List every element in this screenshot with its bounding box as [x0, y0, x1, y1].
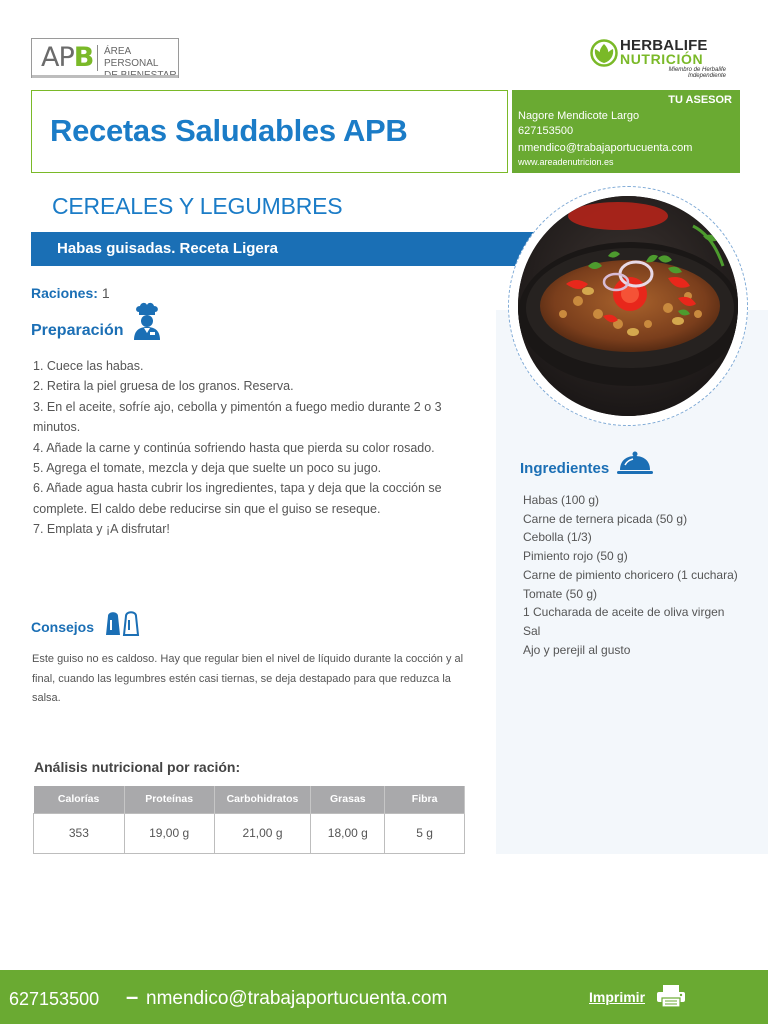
apb-logo-divider: [97, 45, 98, 71]
page-title: Recetas Saludables APB: [50, 113, 408, 148]
nutrition-table: [33, 786, 465, 854]
list-item: Pimiento rojo (50 g): [523, 549, 628, 564]
dish-illustration: [518, 196, 738, 416]
list-item: 2. Retira la piel gruesa de los granos. Reserva.: [33, 379, 294, 394]
herbalife-tagline-2: Independiente: [687, 73, 726, 79]
salt-shaker-icon: [103, 608, 143, 636]
nutrition-title: Análisis nutricional por ración:: [34, 759, 241, 775]
header-fiber: Fibra: [385, 786, 465, 813]
advisor-card: [512, 90, 740, 173]
herbalife-name: HERBALIFE: [620, 37, 708, 54]
category-title: CEREALES Y LEGUMBRES: [52, 193, 343, 219]
value-fiber: 5 g: [385, 813, 465, 853]
header-fats: Grasas: [311, 786, 385, 813]
herbalife-logo: [588, 37, 734, 83]
herbalife-nutrition: NUTRICIÓN: [620, 51, 704, 67]
tips-text: Este guiso no es caldoso. Hay que regular bien el nivel de líquido durante la cocción y al final, cuando las legumbres estén casi tiernas, se deja destapado para que reduzca la salsa.: [32, 653, 464, 704]
preparation-steps: [33, 356, 463, 540]
herbalife-leaf-icon: [590, 39, 618, 67]
header-proteins: Proteínas: [124, 786, 214, 813]
list-item: Ajo y perejil al gusto: [523, 642, 631, 657]
footer-bar: [0, 970, 768, 1024]
ingredients-list: [523, 491, 763, 659]
dish-photo: [518, 196, 738, 416]
footer-phone: 627153500: [9, 989, 100, 1009]
list-item: 1 Cucharada de aceite de oliva virgen: [523, 605, 725, 620]
ingredients-title: Ingredientes: [520, 460, 610, 477]
advisor-email[interactable]: nmendico@trabajaportucuenta.com: [518, 142, 693, 154]
list-item: Cebolla (1/3): [523, 530, 592, 545]
table-row: [34, 813, 465, 853]
advisor-name: Nagore Mendicote Largo: [518, 110, 640, 122]
value-fats: 18,00 g: [311, 813, 385, 853]
list-item: 5. Agrega el tomate, mezcla y deja que suelte un poco su jugo.: [33, 461, 382, 476]
printer-icon[interactable]: [656, 984, 686, 1008]
list-item: 1. Cuece las habas.: [33, 359, 144, 373]
apb-logo-subtitle: ÁREA PERSONAL: [104, 46, 159, 69]
value-calories: 353: [34, 813, 125, 853]
list-item: Sal: [523, 623, 541, 638]
advisor-label: TU ASESOR: [668, 94, 732, 106]
servings: [31, 285, 110, 301]
list-item: Habas (100 g): [523, 493, 600, 507]
footer-email[interactable]: nmendico@trabajaportucuenta.com: [146, 988, 448, 1009]
tips-title: Consejos: [31, 619, 95, 635]
advisor-website[interactable]: www.areadenutricion.es: [518, 157, 614, 167]
recipe-name: Habas guisadas. Receta Ligera: [57, 240, 278, 257]
list-item: 3. En el aceite, sofríe ajo, cebolla y pimentón a fuego medio durante 2 o 3 minutos.: [33, 399, 442, 435]
apb-logo-underline: [32, 75, 178, 78]
apb-logo: [31, 38, 179, 78]
apb-logo-letters: APB: [41, 42, 94, 73]
footer-separator: –: [126, 984, 139, 1009]
value-carbs: 21,00 g: [214, 813, 311, 853]
recipe-name-bar: [31, 232, 541, 266]
table-header-row: [34, 786, 465, 813]
servings-value: 1: [101, 285, 110, 301]
list-item: 4. Añade la carne y continúa sofriendo hasta que pierda su color rosado.: [33, 440, 435, 455]
chef-icon: [131, 302, 163, 340]
food-cloche-icon: [617, 450, 653, 476]
value-proteins: 19,00 g: [124, 813, 214, 853]
servings-label: Raciones:: [31, 285, 98, 301]
advisor-phone: 627153500: [518, 125, 574, 137]
list-item: Carne de ternera picada (50 g): [523, 511, 688, 526]
herbalife-tagline: Miembro de Herbalife: [668, 67, 726, 73]
header-carbs: Carbohidratos: [214, 786, 311, 813]
list-item: Tomate (50 g): [523, 586, 598, 601]
print-link[interactable]: Imprimir: [589, 989, 646, 1005]
header-title-box: [31, 90, 508, 173]
list-item: 6. Añade agua hasta cubrir los ingredientes, tapa y deja que la cocción se complete. El caldo debe reducirse sin que el guiso se reseque.: [33, 481, 442, 516]
preparation-title: Preparación: [31, 322, 124, 339]
list-item: 7. Emplata y ¡A disfrutar!: [33, 522, 170, 537]
list-item: Carne de pimiento choricero (1 cuchara): [523, 567, 738, 582]
header-calories: Calorías: [34, 786, 125, 813]
